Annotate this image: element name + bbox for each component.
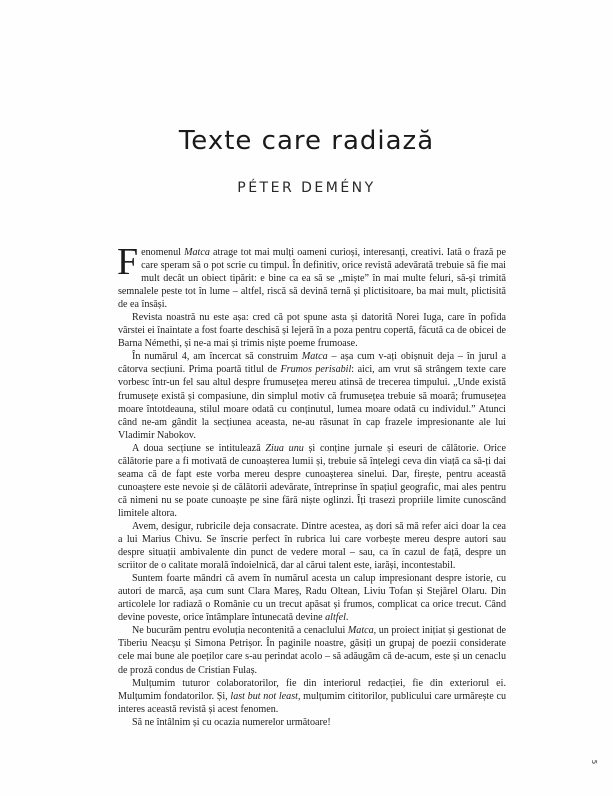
italic-text: last but not least xyxy=(230,690,298,702)
text-run: Revista noastră nu este așa: cred că pot spune asta și datorită Norei Iuga, care în pofida vârstei ei înaintate a fost foarte deschisă și lejeră în a poza pentru copertă, făcută ca de obicei de Barna Némethi, și ne-a mai și trimis niște poeme frumoase. xyxy=(118,312,506,350)
paragraph xyxy=(118,350,506,441)
text-run: enomenul xyxy=(141,247,185,258)
italic-text: altfel xyxy=(325,612,346,624)
page-title: Texte care radiază xyxy=(178,126,435,156)
italic-text: Ziua unu xyxy=(265,442,304,454)
paragraph xyxy=(118,716,506,729)
text-run: , mulțumim cititorilor, publicului care urmărește cu interes această revistă și acest fenomen. xyxy=(118,690,507,715)
page-number: 5 xyxy=(590,759,599,765)
text-run: Să ne întâlnim și cu ocazia numerelor următoare! xyxy=(132,716,331,728)
paragraph xyxy=(118,311,506,350)
text-run: Suntem foarte mândri că avem în numărul acesta un calup impresionant despre istorie, cu autori de marcă, așa cum sunt Clara Mareș, Radu Oltean, Liviu Tofan și Stejărel Olaru. Din articolele lor radiază o Românie cu un trecut apăsat și frumos, complicat ca orice trecut. Când devine poveste, orice întâmplare întunecată devine xyxy=(118,573,506,624)
text-run: atrage tot mai mulți oameni curioși, interesanți, creativi. Iată o frază pe care speram să o pot scrie cu timpul. În definitiv, orice revistă adevărată trebuie să fie mai mult decât un obiect tipărit: e bine ca ea să se „miște” în mai multe feluri, să-și trimită semnalele peste tot în lume – altfel, riscă să devină ternă și plictisitoare, ba mai mult, plictisită de ea însăși. xyxy=(118,247,506,311)
text-run: Ne bucurăm pentru evoluția necontenită a cenaclului xyxy=(132,625,348,637)
text-run: Avem, desigur, rubricile deja consacrate. Dintre acestea, aș dori să mă refer aici doar la cea a lui Marius Chivu. Se înscrie perfect în rubrica lui care vorbește mereu despre autori sau despre situații ambivalente din punct de vedere moral – sau, ca în cazul de față, despre un scriitor de o calitate morală îndoielnică, dar al cărui talent este, iarăși, incontestabil. xyxy=(118,520,506,572)
paragraph xyxy=(118,442,506,520)
paragraph xyxy=(117,241,506,311)
paragraph xyxy=(118,624,506,676)
text-run: : aici, am vrut să strângem texte care vorbesc într-un fel sau altul despre frumusețea mereu atinsă de trecerea timpului. „Unde există frumusețe există și compasiune, din simplul motiv că frumusețea trebuie să moară; frumusețea moare întotdeauna, stilul moare odată cu conținutul, lumea moare odată cu individul.” Atunci când ne-am gândit la secțiunea aceasta, ne-au răsunat în cap frazele impresionante ale lui Vladimir Nabokov. xyxy=(118,364,507,441)
paragraph xyxy=(118,520,506,572)
text-run: și conține jurnale și eseuri de călătorie. Orice călătorie pare a fi motivată de cunoașterea lumii și, trebuie să înțelegi ceva din viață ca să-ți dai seama că de fapt este vorba mereu despre cunoașterea sinelui. Dar, firește, pentru această cunoaștere este nevoie și de călătorii adevărate, întreprinse în spațiul geografic, mai ales pentru că nimeni nu se poate cunoaște pe sine fără niște oglinzi. Îți trasezi propriile limite cunoscând limitele altora. xyxy=(118,442,506,519)
text-run: – așa cum v-ați obișnuit deja – în jurul a câtorva secțiuni. Prima poartă titlul de xyxy=(118,351,507,376)
paragraph xyxy=(118,677,506,716)
text-run: . xyxy=(345,612,349,624)
author-name: PÉTER DEMÉNY xyxy=(237,180,376,196)
drop-cap: F xyxy=(117,241,139,283)
text-run: Mulțumim tuturor colaboratorilor, fie din interiorul redacției, fie din exteriorul ei. Mulțumim fondatorilor. Și, xyxy=(118,677,506,702)
article-body xyxy=(117,241,507,729)
italic-text: Matca xyxy=(347,625,374,637)
italic-text: Matca xyxy=(184,247,210,258)
paragraph xyxy=(118,572,506,624)
text-run: A doua secțiune se intitulează xyxy=(132,442,266,454)
text-run: , un proiect inițiat și gestionat de Tiberiu Neacșu și Simona Petrișor. În paginile noastre, găsiți un grupaj de poezii considerate cele mai bune ale poeților care s-au perindat acolo – să adăugăm că de-acum, este și un cenaclu de proză condus de Cristian Fulaș. xyxy=(118,625,506,676)
italic-text: Matca xyxy=(301,351,328,363)
text-run: În numărul 4, am încercat să construim xyxy=(132,351,302,363)
italic-text: Frumos perisabil xyxy=(280,364,352,376)
